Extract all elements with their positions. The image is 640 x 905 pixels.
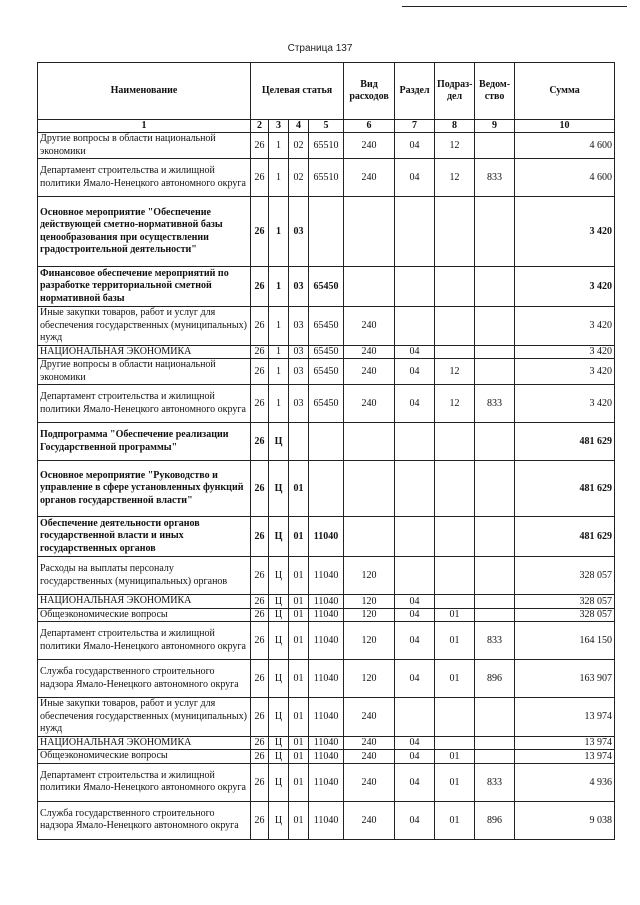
table-row [38, 359, 615, 385]
section-cell [395, 307, 435, 346]
section-cell: 04 [395, 801, 435, 839]
row-name: Другие вопросы в области национальной экономики [38, 359, 251, 385]
code-program-cell: 26 [251, 698, 269, 737]
row-name: Другие вопросы в области национальной экономики [38, 133, 251, 159]
code-event-cell: 01 [289, 608, 309, 622]
sum-cell: 3 420 [515, 359, 615, 385]
col-number: 1 [38, 120, 251, 133]
code-program-cell: 26 [251, 660, 269, 698]
subsection-cell: 01 [435, 750, 475, 764]
section-cell: 04 [395, 660, 435, 698]
code-subprogram-cell: Ц [269, 595, 289, 609]
code-subprogram-cell: 1 [269, 197, 289, 267]
department-cell [475, 197, 515, 267]
subsection-cell: 12 [435, 133, 475, 159]
subsection-cell: 01 [435, 608, 475, 622]
section-cell: 04 [395, 385, 435, 423]
code-program-cell: 26 [251, 385, 269, 423]
code-direction-cell: 65450 [309, 307, 344, 346]
department-cell [475, 736, 515, 750]
code-program-cell: 26 [251, 622, 269, 660]
sum-cell: 3 420 [515, 267, 615, 307]
subsection-cell [435, 345, 475, 359]
code-subprogram-cell: Ц [269, 698, 289, 737]
code-subprogram-cell: Ц [269, 660, 289, 698]
department-cell [475, 359, 515, 385]
row-name: Иные закупки товаров, работ и услуг для обеспечения государственных (муниципальных) нужд [38, 307, 251, 346]
row-name: Обеспечение деятельности органов государственной власти и иных государственных органов [38, 517, 251, 557]
subsection-cell: 01 [435, 801, 475, 839]
code-program-cell: 26 [251, 763, 269, 801]
subsection-cell [435, 557, 475, 595]
header-row [38, 63, 615, 120]
code-event-cell: 03 [289, 385, 309, 423]
code-direction-cell [309, 423, 344, 461]
table-body [38, 133, 615, 840]
table-row [38, 385, 615, 423]
col-number: 7 [395, 120, 435, 133]
code-event-cell: 03 [289, 307, 309, 346]
header-section: Раздел [395, 63, 435, 120]
subsection-cell [435, 197, 475, 267]
code-subprogram-cell: Ц [269, 517, 289, 557]
section-cell: 04 [395, 159, 435, 197]
department-cell [475, 267, 515, 307]
code-event-cell: 01 [289, 557, 309, 595]
subsection-cell [435, 698, 475, 737]
department-cell: 896 [475, 801, 515, 839]
code-direction-cell: 11040 [309, 622, 344, 660]
subsection-cell [435, 307, 475, 346]
code-event-cell: 02 [289, 133, 309, 159]
expense-type-cell: 120 [344, 557, 395, 595]
code-subprogram-cell: 1 [269, 267, 289, 307]
section-cell: 04 [395, 763, 435, 801]
sum-cell: 3 420 [515, 197, 615, 267]
sum-cell: 4 936 [515, 763, 615, 801]
expense-type-cell [344, 197, 395, 267]
row-name: Подпрограмма "Обеспечение реализации Государственной программы" [38, 423, 251, 461]
code-subprogram-cell: Ц [269, 557, 289, 595]
expense-type-cell: 240 [344, 159, 395, 197]
code-subprogram-cell: 1 [269, 385, 289, 423]
page-number: Страница 137 [287, 43, 353, 54]
table-row [38, 267, 615, 307]
department-cell [475, 595, 515, 609]
code-subprogram-cell: Ц [269, 750, 289, 764]
section-cell [395, 698, 435, 737]
col-number: 8 [435, 120, 475, 133]
code-subprogram-cell: 1 [269, 159, 289, 197]
expense-type-cell: 120 [344, 608, 395, 622]
subsection-cell: 12 [435, 159, 475, 197]
code-subprogram-cell: 1 [269, 307, 289, 346]
code-program-cell: 26 [251, 267, 269, 307]
code-event-cell: 01 [289, 801, 309, 839]
row-name: НАЦИОНАЛЬНАЯ ЭКОНОМИКА [38, 345, 251, 359]
code-direction-cell: 11040 [309, 698, 344, 737]
code-subprogram-cell: 1 [269, 345, 289, 359]
table-row [38, 763, 615, 801]
section-cell [395, 197, 435, 267]
table-row [38, 197, 615, 267]
header-sum: Сумма [515, 63, 615, 120]
row-name: Общеэкономические вопросы [38, 750, 251, 764]
table-row [38, 622, 615, 660]
header-subsection: Подраз-дел [435, 63, 475, 120]
code-direction-cell: 11040 [309, 660, 344, 698]
row-name: Иные закупки товаров, работ и услуг для обеспечения государственных (муниципальных) нужд [38, 698, 251, 737]
code-event-cell: 01 [289, 595, 309, 609]
section-cell: 04 [395, 750, 435, 764]
code-program-cell: 26 [251, 345, 269, 359]
expense-type-cell: 240 [344, 345, 395, 359]
code-subprogram-cell: Ц [269, 801, 289, 839]
table-row [38, 159, 615, 197]
code-direction-cell: 11040 [309, 595, 344, 609]
sum-cell: 3 420 [515, 385, 615, 423]
col-number: 3 [269, 120, 289, 133]
code-event-cell: 01 [289, 736, 309, 750]
code-direction-cell: 11040 [309, 608, 344, 622]
table-row [38, 345, 615, 359]
code-program-cell: 26 [251, 307, 269, 346]
sum-cell: 481 629 [515, 461, 615, 517]
col-number: 2 [251, 120, 269, 133]
table-row [38, 736, 615, 750]
code-direction-cell: 11040 [309, 517, 344, 557]
row-name: Департамент строительства и жилищной политики Ямало-Ненецкого автономного округа [38, 763, 251, 801]
row-name: Департамент строительства и жилищной политики Ямало-Ненецкого автономного округа [38, 385, 251, 423]
code-program-cell: 26 [251, 359, 269, 385]
sum-cell: 4 600 [515, 133, 615, 159]
code-program-cell: 26 [251, 197, 269, 267]
subsection-cell [435, 461, 475, 517]
section-cell: 04 [395, 736, 435, 750]
col-number: 6 [344, 120, 395, 133]
row-name: Основное мероприятие "Руководство и управление в сфере установленных функций органов государственной власти" [38, 461, 251, 517]
expense-type-cell: 120 [344, 660, 395, 698]
expense-type-cell: 240 [344, 133, 395, 159]
row-name: Департамент строительства и жилищной политики Ямало-Ненецкого автономного округа [38, 159, 251, 197]
row-name: Служба государственного строительного надзора Ямало-Ненецкого автономного округа [38, 660, 251, 698]
col-number: 9 [475, 120, 515, 133]
code-program-cell: 26 [251, 595, 269, 609]
department-cell [475, 608, 515, 622]
code-subprogram-cell: Ц [269, 461, 289, 517]
expense-type-cell [344, 461, 395, 517]
row-name: НАЦИОНАЛЬНАЯ ЭКОНОМИКА [38, 595, 251, 609]
code-event-cell: 01 [289, 698, 309, 737]
subsection-cell [435, 423, 475, 461]
code-event-cell: 03 [289, 345, 309, 359]
department-cell [475, 750, 515, 764]
code-subprogram-cell: Ц [269, 622, 289, 660]
expense-type-cell: 120 [344, 622, 395, 660]
row-name: Общеэкономические вопросы [38, 608, 251, 622]
row-name: Расходы на выплаты персоналу государственных (муниципальных) органов [38, 557, 251, 595]
section-cell [395, 517, 435, 557]
table-row [38, 595, 615, 609]
expense-type-cell: 240 [344, 750, 395, 764]
code-subprogram-cell: Ц [269, 423, 289, 461]
section-cell: 04 [395, 622, 435, 660]
code-program-cell: 26 [251, 801, 269, 839]
section-cell: 04 [395, 608, 435, 622]
code-subprogram-cell: 1 [269, 359, 289, 385]
code-subprogram-cell: Ц [269, 608, 289, 622]
department-cell: 896 [475, 660, 515, 698]
sum-cell: 328 057 [515, 595, 615, 609]
code-event-cell: 01 [289, 461, 309, 517]
row-name: Служба государственного строительного надзора Ямало-Ненецкого автономного округа [38, 801, 251, 839]
code-program-cell: 26 [251, 133, 269, 159]
table-row [38, 750, 615, 764]
expense-type-cell: 240 [344, 385, 395, 423]
table-row [38, 461, 615, 517]
row-name: Основное мероприятие "Обеспечение действующей сметно-нормативной базы ценообразования при осуществлении градостроительной деятельности" [38, 197, 251, 267]
subsection-cell [435, 267, 475, 307]
subsection-cell [435, 595, 475, 609]
section-cell: 04 [395, 133, 435, 159]
table-row [38, 557, 615, 595]
subsection-cell: 01 [435, 763, 475, 801]
code-direction-cell [309, 197, 344, 267]
expense-type-cell: 120 [344, 595, 395, 609]
department-cell: 833 [475, 385, 515, 423]
code-program-cell: 26 [251, 461, 269, 517]
code-program-cell: 26 [251, 557, 269, 595]
code-program-cell: 26 [251, 423, 269, 461]
subsection-cell: 12 [435, 385, 475, 423]
section-cell [395, 557, 435, 595]
expense-type-cell: 240 [344, 698, 395, 737]
code-event-cell: 03 [289, 359, 309, 385]
sum-cell: 164 150 [515, 622, 615, 660]
sum-cell: 328 057 [515, 608, 615, 622]
code-direction-cell: 11040 [309, 763, 344, 801]
table-row [38, 307, 615, 346]
department-cell [475, 307, 515, 346]
table-row [38, 133, 615, 159]
header-target-article: Целевая статья [251, 63, 344, 120]
budget-table [37, 62, 615, 840]
expense-type-cell: 240 [344, 763, 395, 801]
department-cell: 833 [475, 159, 515, 197]
expense-type-cell [344, 267, 395, 307]
subsection-cell [435, 517, 475, 557]
expense-type-cell [344, 423, 395, 461]
code-direction-cell: 11040 [309, 750, 344, 764]
section-cell [395, 461, 435, 517]
sum-cell: 13 974 [515, 736, 615, 750]
code-event-cell: 01 [289, 660, 309, 698]
code-direction-cell: 11040 [309, 801, 344, 839]
row-name: Департамент строительства и жилищной политики Ямало-Ненецкого автономного округа [38, 622, 251, 660]
sum-cell: 481 629 [515, 517, 615, 557]
row-name: Финансовое обеспечение мероприятий по разработке территориальной сметной нормативной базы [38, 267, 251, 307]
subsection-cell: 12 [435, 359, 475, 385]
code-event-cell: 02 [289, 159, 309, 197]
code-direction-cell: 65450 [309, 345, 344, 359]
code-event-cell: 01 [289, 763, 309, 801]
code-program-cell: 26 [251, 517, 269, 557]
department-cell [475, 557, 515, 595]
table-row [38, 698, 615, 737]
code-program-cell: 26 [251, 159, 269, 197]
code-event-cell [289, 423, 309, 461]
sum-cell: 4 600 [515, 159, 615, 197]
code-direction-cell: 65510 [309, 133, 344, 159]
col-number: 5 [309, 120, 344, 133]
table-row [38, 801, 615, 839]
department-cell [475, 698, 515, 737]
section-cell: 04 [395, 345, 435, 359]
subsection-cell [435, 736, 475, 750]
code-direction-cell: 11040 [309, 736, 344, 750]
section-cell: 04 [395, 595, 435, 609]
col-number: 4 [289, 120, 309, 133]
expense-type-cell: 240 [344, 736, 395, 750]
subsection-cell: 01 [435, 660, 475, 698]
sum-cell: 481 629 [515, 423, 615, 461]
table-row [38, 423, 615, 461]
sum-cell: 9 038 [515, 801, 615, 839]
department-cell [475, 133, 515, 159]
row-name: НАЦИОНАЛЬНАЯ ЭКОНОМИКА [38, 736, 251, 750]
section-cell [395, 423, 435, 461]
sum-cell: 13 974 [515, 750, 615, 764]
code-subprogram-cell: Ц [269, 763, 289, 801]
code-direction-cell [309, 461, 344, 517]
code-event-cell: 03 [289, 197, 309, 267]
code-direction-cell: 65450 [309, 359, 344, 385]
department-cell: 833 [475, 763, 515, 801]
subsection-cell: 01 [435, 622, 475, 660]
sum-cell: 328 057 [515, 557, 615, 595]
code-event-cell: 01 [289, 622, 309, 660]
table-row [38, 660, 615, 698]
code-event-cell: 03 [289, 267, 309, 307]
code-subprogram-cell: 1 [269, 133, 289, 159]
department-cell: 833 [475, 622, 515, 660]
col-number: 10 [515, 120, 615, 133]
section-cell [395, 267, 435, 307]
header-expense-type: Вид расходов [344, 63, 395, 120]
code-direction-cell: 65450 [309, 267, 344, 307]
expense-type-cell [344, 517, 395, 557]
sum-cell: 163 907 [515, 660, 615, 698]
header-name: Наименование [38, 63, 251, 120]
code-program-cell: 26 [251, 750, 269, 764]
code-program-cell: 26 [251, 736, 269, 750]
department-cell [475, 345, 515, 359]
table-row [38, 517, 615, 557]
expense-type-cell: 240 [344, 359, 395, 385]
expense-type-cell: 240 [344, 801, 395, 839]
header-department: Ведом-ство [475, 63, 515, 120]
code-direction-cell: 65450 [309, 385, 344, 423]
column-number-row [38, 120, 615, 133]
table-row [38, 608, 615, 622]
code-subprogram-cell: Ц [269, 736, 289, 750]
sum-cell: 3 420 [515, 345, 615, 359]
code-program-cell: 26 [251, 608, 269, 622]
sum-cell: 3 420 [515, 307, 615, 346]
code-event-cell: 01 [289, 750, 309, 764]
top-edge-line [402, 6, 627, 7]
code-direction-cell: 65510 [309, 159, 344, 197]
sum-cell: 13 974 [515, 698, 615, 737]
department-cell [475, 461, 515, 517]
expense-type-cell: 240 [344, 307, 395, 346]
department-cell [475, 517, 515, 557]
section-cell: 04 [395, 359, 435, 385]
code-direction-cell: 11040 [309, 557, 344, 595]
department-cell [475, 423, 515, 461]
code-event-cell: 01 [289, 517, 309, 557]
